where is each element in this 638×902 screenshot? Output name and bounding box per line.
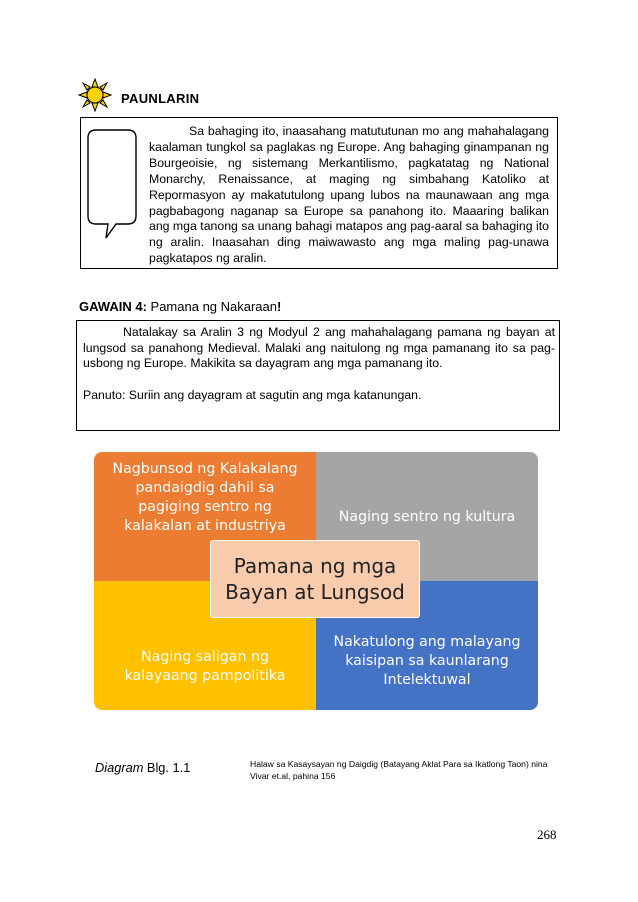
diagram-center-text: Pamana ng mga Bayan at Lungsod [225,554,405,604]
intro-text: Sa bahaging ito, inaasahang matututunan mo ang mahahalagang kaalaman tungkol sa paglakas ng Europe. Ang bahaging ginampanan ng Bourgeoisie, ng sistemang Merkantilismo, pagkatatag ng National Monarchy, Renaissance, at maging ng simbahang Katoliko at Repormasyon ay makatutulong upang lubos na maunawaan ang mga pagbabagong naganap sa Europe sa panahong ito. Maaaring balikan ang mga tanong sa unang bahagi matapos ang pag-aaral sa bahaging ito ng aralin. Inaasahan ding maiwawasto ang mga maling pag-unawa pagkatapos ng aralin. [149,124,549,266]
page-number: 268 [537,827,557,842]
speech-bubble-icon [86,128,138,240]
diagram-center [210,540,420,618]
sun-icon [78,78,112,112]
quadrant-culture-text: Naging sentro ng kultura [338,508,516,525]
caption-number: Blg. 1.1 [146,760,191,775]
quadrant-politics-text: Naging saligan ng kalayaang pampolitika [124,649,286,684]
section-heading: PAUNLARIN [121,91,200,106]
activity-body: Natalakay sa Aralin 3 ng Modyul 2 ang mahahalagang pamana ng bayan at lungsod sa panahong Medieval. Malaki ang naitulong ng mga pamanang ito sa pag-usbong ng Europe. Makikita sa dayagram ang mga pamanang ito. [83,325,555,370]
activity-punct: ! [277,299,282,314]
activity-title [79,299,281,314]
quadrant-intellect-text: Nakatulong ang malayang kaisipan sa kaunlarang Intelektuwal [333,634,521,688]
quadrant-trade-text: Nagbunsod ng Kalakalang pandaigdig dahil sa pagiging sentro ng kalakalan at industriya [112,461,298,534]
activity-instruction: Panuto: Suriin ang dayagram at sagutin ang mga katanungan. [83,388,422,402]
activity-name: Pamana ng Nakaraan [150,299,278,314]
diagram-caption [95,760,190,775]
diagram-source: Halaw sa Kasaysayan ng Daigdig (Batayang Aklat Para sa Ikatlong Taon) nina Vivar et.al, pahina 156 [250,759,548,781]
legacy-diagram [94,452,538,710]
caption-diagram-word: Diagram [95,760,144,775]
activity-label: GAWAIN 4: [79,299,147,314]
